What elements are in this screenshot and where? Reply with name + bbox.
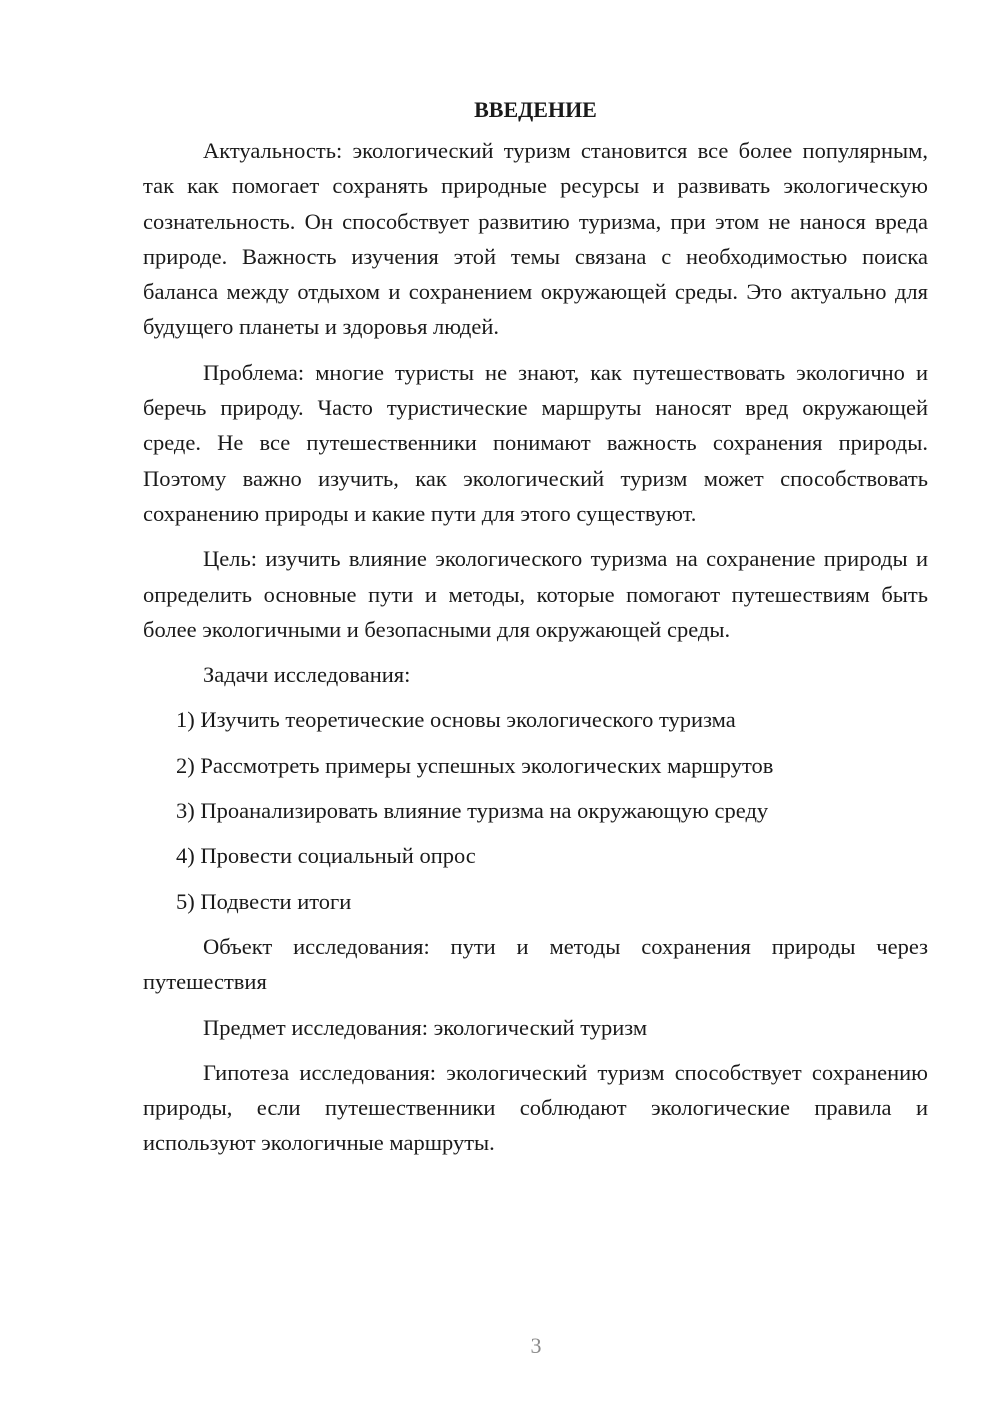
page-number: 3 (530, 1333, 542, 1358)
task-item: 3) Проанализировать влияние туризма на окружающую среду (176, 798, 769, 824)
tasks-heading: Задачи исследования: (203, 662, 411, 688)
document-page (143, 92, 928, 1171)
object-paragraph: Объект исследования: пути и методы сохранения природы через путешествия (143, 933, 928, 995)
relevance-paragraph: Актуальность: экологический туризм становится все более популярным, так как помогает сохранять природные ресурсы и развивать экологическую сознательность. Он способствует развитию туризма, при этом не нанося вреда природе. Важность изучения этой темы связана с необходимостью поиска баланса между отдыхом и сохранением окружающей среды. Это актуально для будущего планеты и здоровья людей. (143, 138, 928, 340)
task-item: 5) Подвести итоги (176, 888, 352, 914)
goal-paragraph: Цель: изучить влияние экологического туризма на сохранение природы и определить основные пути и методы, которые помогают путешествиям быть более экологичными и безопасными для окружающей среды. (143, 546, 928, 642)
tasks-list (143, 702, 928, 918)
section-title: ВВЕДЕНИЕ (474, 97, 597, 122)
task-item: 1) Изучить теоретические основы экологического туризма (176, 707, 736, 733)
task-item: 4) Провести социальный опрос (176, 843, 476, 869)
problem-paragraph: Проблема: многие туристы не знают, как путешествовать экологично и беречь природу. Часто туристические маршруты наносят вред окружающей среде. Не все путешественники понимают важность сохранения природы. Поэтому важно изучить, как экологический туризм может способствовать сохранению природы и какие пути для этого существуют. (143, 359, 928, 526)
subject-paragraph: Предмет исследования: экологический туризм (203, 1014, 648, 1040)
hypothesis-paragraph: Гипотеза исследования: экологический туризм способствует сохранению природы, если путешественники соблюдают экологические правила и используют экологичные маршруты. (143, 1059, 928, 1156)
task-item: 2) Рассмотреть примеры успешных экологических маршрутов (176, 752, 774, 778)
